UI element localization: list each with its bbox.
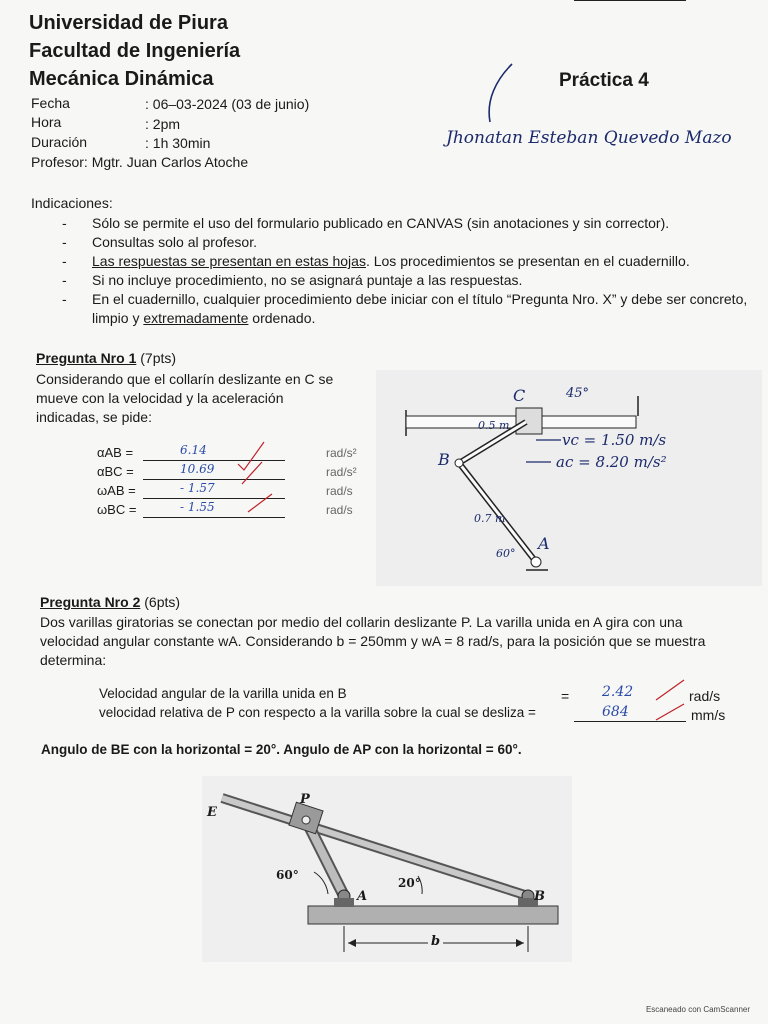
duracion-value: : 1h 30min	[145, 135, 211, 151]
q2-answer-1: 2.42	[602, 684, 634, 700]
course-title: Mecánica Dinámica	[29, 68, 214, 90]
q1-row: αBC =	[97, 464, 134, 479]
q2-row1-eq: =	[561, 688, 570, 704]
scanner-footer: Escaneado con CamScanner	[645, 1005, 750, 1014]
q1-mechanism-figure	[376, 370, 762, 586]
q2-text: Dos varillas giratorias se conectan por medio del collarin deslizante P. La varilla unida en A gira con una velocidad angular constante wA. Considerando b = 250mm y wA = 8 rad/s, para la posición que se muestra determina:	[40, 614, 706, 668]
q1-unit: rad/s	[326, 503, 353, 517]
label-p: P	[300, 792, 310, 807]
q2-row1-label: Velocidad angular de la varilla unida en B	[99, 686, 347, 701]
label-e: E	[207, 805, 217, 820]
q2-angles: Angulo de BE con la horizontal = 20°. Angulo de AP con la horizontal = 60°.	[41, 742, 522, 757]
q1-text: Considerando que el collarín deslizante en C se mueve con la velocidad y la aceleración indicadas, se pide:	[36, 371, 334, 425]
label-a: A	[538, 534, 550, 553]
label-b: B	[534, 889, 545, 904]
velocity-c: vc = 1.50 m/s	[562, 431, 667, 449]
q1-answer: 6.14	[180, 443, 207, 457]
practice-title: Práctica 4	[559, 70, 649, 91]
indications-list	[62, 214, 752, 328]
angle-60: 60°	[276, 868, 299, 882]
q1-unit: rad/s²	[326, 465, 357, 479]
indication-item: - Las respuestas se presentan en estas hojas. Los procedimientos se presentan en el cuadernillo.	[62, 252, 752, 271]
q1-answer: - 1.55	[180, 500, 215, 514]
angle-20: 20°	[398, 876, 421, 890]
answer-line	[574, 0, 686, 1]
university-title: Universidad de Piura	[29, 12, 228, 34]
q2-row2-label: velocidad relativa de P con respecto a la varilla sobre la cual se desliza =	[99, 705, 536, 720]
duracion-label: Duración	[31, 134, 88, 150]
profesor: Profesor: Mgtr. Juan Carlos Atoche	[31, 154, 249, 170]
q1-row: ωAB =	[97, 483, 136, 498]
fecha-label: Fecha	[31, 95, 70, 111]
check-marks	[650, 676, 690, 726]
label-b: B	[438, 450, 450, 469]
indications-title: Indicaciones:	[31, 195, 113, 211]
label-c: C	[513, 386, 526, 405]
q2-title-block: Pregunta Nro 2 (6pts)	[40, 594, 181, 610]
indication-item: - Sólo se permite el uso del formulario publicado en CANVAS (sin anotaciones y sin corrector).	[62, 214, 752, 233]
q1-answer: - 1.57	[180, 481, 215, 495]
length-ab: 0.7 m	[474, 512, 506, 525]
hora-label: Hora	[31, 114, 62, 130]
indication-item: - Si no incluye procedimiento, no se asignará puntaje a las respuestas.	[62, 271, 752, 290]
q1-unit: rad/s	[326, 484, 353, 498]
fecha-value: : 06–03-2024 (03 de junio)	[145, 96, 310, 112]
q2-row1-unit: rad/s	[689, 688, 721, 704]
hora-value: : 2pm	[145, 116, 181, 132]
q1-row: ωBC =	[97, 502, 137, 517]
label-a: A	[357, 889, 368, 904]
q2-row2-unit: mm/s	[691, 707, 726, 723]
student-name: Jhonatan Esteban Quevedo Mazo	[446, 128, 732, 148]
pen-mark	[482, 60, 522, 130]
q2-mechanism-figure	[202, 776, 572, 962]
faculty-title: Facultad de Ingeniería	[29, 40, 241, 62]
length-bc: 0.5 m	[478, 419, 510, 432]
q1-title-block: Pregunta Nro 1 (7pts)	[36, 350, 177, 366]
q1-answer: 10.69	[180, 462, 215, 476]
indication-item: - Consultas solo al profesor.	[62, 233, 752, 252]
check-marks	[218, 438, 278, 518]
q2-answer-2: 684	[602, 704, 629, 720]
q1-unit: rad/s²	[326, 446, 357, 460]
dimension-b: b	[428, 934, 443, 949]
angle-60: 60°	[496, 547, 516, 560]
angle-45: 45°	[566, 386, 590, 401]
q1-row: αAB =	[97, 445, 134, 460]
indication-item: - En el cuadernillo, cualquier procedimiento debe iniciar con el título “Pregunta Nro. X” y debe ser concreto, limpio y extremadamente ordenado.	[62, 290, 752, 328]
acceleration-c: ac = 8.20 m/s²	[556, 453, 667, 471]
